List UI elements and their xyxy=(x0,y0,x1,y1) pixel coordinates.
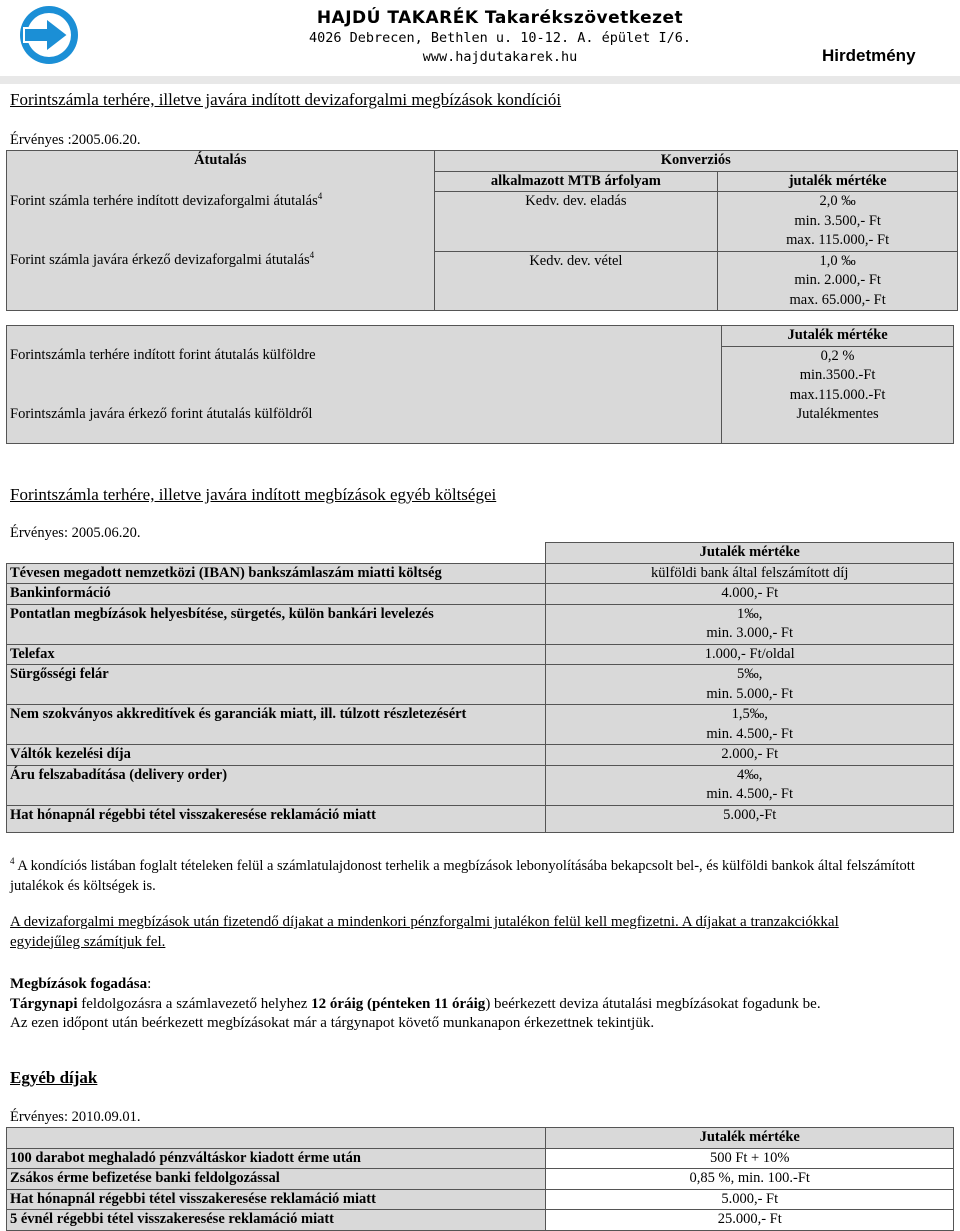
fee-line: 5‰, xyxy=(737,666,763,682)
bank-address: 4026 Debrecen, Bethlen u. 10-12. A. épület I/6. xyxy=(308,30,691,46)
section2-valid-date: Érvényes: 2005.06.20. xyxy=(10,525,141,541)
col-conversion-header: Konverziós xyxy=(434,151,957,172)
row-label: Áru felszabadítása (delivery order) xyxy=(7,765,546,805)
footnote-text: A kondíciós listában foglalt tételeken felül a számlatulajdonost terhelik a megbízások lebonyolításába bekapcsolt bel-, és külföldi bankok által felszámított jutalékok és költségek is. xyxy=(10,858,915,894)
section1-valid-date: Érvényes :2005.06.20. xyxy=(10,132,141,148)
row-label: Sürgősségi felár xyxy=(7,665,546,705)
table-row xyxy=(7,805,954,832)
section3-valid-date: Érvényes: 2010.09.01. xyxy=(10,1109,141,1125)
row-label: Hat hónapnál régebbi tétel visszakeresése reklamáció miatt xyxy=(7,805,546,832)
acceptance-heading: Megbízások fogadása xyxy=(10,976,148,992)
section3-title: Egyéb díjak xyxy=(10,1068,98,1087)
fee-line: 4.000,- Ft xyxy=(546,584,954,605)
table-row xyxy=(7,192,958,252)
conversion-table xyxy=(6,150,958,311)
fee-line: 1‰, xyxy=(737,605,763,622)
fee-payment-note: A devizaforgalmi megbízások után fizetendő díjakat a mindenkori pénzforgalmi jutalékon felül kell megfizetni. A díjakat a tranzakciókkal egyidejűleg számítjuk fel. xyxy=(10,914,839,950)
fee-line: min. 4.500,- Ft xyxy=(706,786,794,802)
fee-line: min. 5.000,- Ft xyxy=(706,685,794,702)
row-label: 5 évnél régebbi tétel visszakeresése reklamáció miatt xyxy=(7,1210,546,1231)
row-rate: Kedv. dev. eladás xyxy=(434,192,718,252)
table-row xyxy=(7,745,954,766)
arrow-circle-logo-icon xyxy=(18,4,80,66)
fee-line: max. 115.000,- Ft xyxy=(786,232,890,248)
row-label: 100 darabot meghaladó pénzváltáskor kiadott érme után xyxy=(7,1148,546,1169)
section1-title: Forintszámla terhére, illetve javára indított devizaforgalmi megbízások kondíciói xyxy=(10,90,562,109)
fee-line: min. 4.500,- Ft xyxy=(706,725,794,742)
header-divider xyxy=(0,76,960,84)
table-row xyxy=(7,584,954,605)
table-row xyxy=(7,765,954,805)
fee-line: max.115.000.-Ft xyxy=(789,386,886,403)
fee-line: 2.000,- Ft xyxy=(546,745,954,766)
row-label: Zsákos érme befizetése banki feldolgozással xyxy=(7,1169,546,1190)
fee-line: 1,5‰, xyxy=(731,706,768,722)
footnote xyxy=(10,857,940,896)
row-label: Forintszámla terhére indított forint átutalás külföldre xyxy=(7,346,722,405)
fee-line: külföldi bank által felszámított díj xyxy=(546,563,954,584)
fee-line: 1,0 ‰ xyxy=(819,252,856,269)
footnote-marker: 4 xyxy=(10,856,15,867)
table-row xyxy=(7,405,954,444)
fee-line: min.3500.-Ft xyxy=(799,367,876,383)
other-fees-table xyxy=(6,1127,954,1231)
fee-line: 5.000,-Ft xyxy=(546,805,954,832)
fee-line: min. 3.500,- Ft xyxy=(794,212,881,229)
table-row xyxy=(7,1148,954,1169)
fee-line: 4‰, xyxy=(737,766,763,783)
row-label: Váltók kezelési díja xyxy=(7,745,546,766)
row-fee: 5.000,- Ft xyxy=(546,1189,954,1210)
row-label: Telefax xyxy=(7,644,546,665)
table-row xyxy=(7,665,954,705)
fee-line: 2,0 ‰ xyxy=(819,193,856,209)
row-fee: 25.000,- Ft xyxy=(546,1210,954,1231)
row-label: Bankinformáció xyxy=(7,584,546,605)
fee-line: min. 3.000,- Ft xyxy=(706,625,794,641)
row-rate: Kedv. dev. vétel xyxy=(434,251,718,311)
row-label: Tévesen megadott nemzetközi (IBAN) bankszámlaszám miatti költség xyxy=(7,563,546,584)
forint-abroad-table xyxy=(6,325,954,444)
col-fee-header: Jutalék mértéke xyxy=(546,1128,954,1149)
row-label: Forint számla javára érkező devizaforgalmi átutalás xyxy=(10,252,310,268)
row-label: Forint számla terhére indított devizaforgalmi átutalás xyxy=(10,192,318,209)
footnote-ref: 4 xyxy=(309,250,315,261)
section2-title: Forintszámla terhére, illetve javára indított megbízások egyéb költségei xyxy=(10,485,497,504)
fee-line: max. 65.000,- Ft xyxy=(789,291,886,308)
bank-name: HAJDÚ TAKARÉK Takarékszövetkezet xyxy=(316,8,684,28)
document-type: Hirdetmény xyxy=(822,46,916,65)
table-row xyxy=(7,705,954,745)
row-label: Nem szokványos akkreditívek és garanciák miatt, ill. túlzott részletezésért xyxy=(7,705,546,745)
fee-line: 0,2 % xyxy=(820,347,855,364)
table-row xyxy=(7,1210,954,1231)
table-row xyxy=(7,644,954,665)
col-fee-header: jutalék mértéke xyxy=(718,171,958,192)
row-label: Forintszámla javára érkező forint átutalás külföldről xyxy=(7,405,722,444)
table-row xyxy=(7,604,954,644)
col-fee-header: Jutalék mértéke xyxy=(546,543,954,564)
other-costs-table xyxy=(6,542,954,833)
table-row xyxy=(7,251,958,311)
table-row xyxy=(7,1169,954,1190)
col-transfer-header: Átutalás xyxy=(7,151,435,172)
row-label: Pontatlan megbízások helyesbítése, sürgetés, külön bankári levelezés xyxy=(7,604,546,644)
col-rate-header: alkalmazott MTB árfolyam xyxy=(434,171,718,192)
table-row xyxy=(7,563,954,584)
fee-line: Jutalékmentes xyxy=(722,405,954,444)
fee-line: 1.000,- Ft/oldal xyxy=(546,644,954,665)
col-fee-header: Jutalék mértéke xyxy=(722,326,954,347)
table-row xyxy=(7,346,954,405)
fee-line: min. 2.000,- Ft xyxy=(794,272,881,288)
table-row xyxy=(7,1189,954,1210)
acceptance-block: Megbízások fogadása: Tárgynapi feldolgozásra a számlavezető helyhez 12 óráig (pénteken 11 óráig) beérkezett deviza átutalási megbízásokat fogadunk be. Az ezen időpont után beérkezett megbízásokat már a tárgynapot követő munkanapon érkezettnek tekintjük. xyxy=(10,976,821,1031)
bank-website-link[interactable]: www.hajdutakarek.hu xyxy=(422,49,578,65)
row-label: Hat hónapnál régebbi tétel visszakeresése reklamáció miatt xyxy=(7,1189,546,1210)
row-fee: 0,85 %, min. 100.-Ft xyxy=(546,1169,954,1190)
footnote-ref: 4 xyxy=(317,190,323,201)
row-fee: 500 Ft + 10% xyxy=(546,1148,954,1169)
